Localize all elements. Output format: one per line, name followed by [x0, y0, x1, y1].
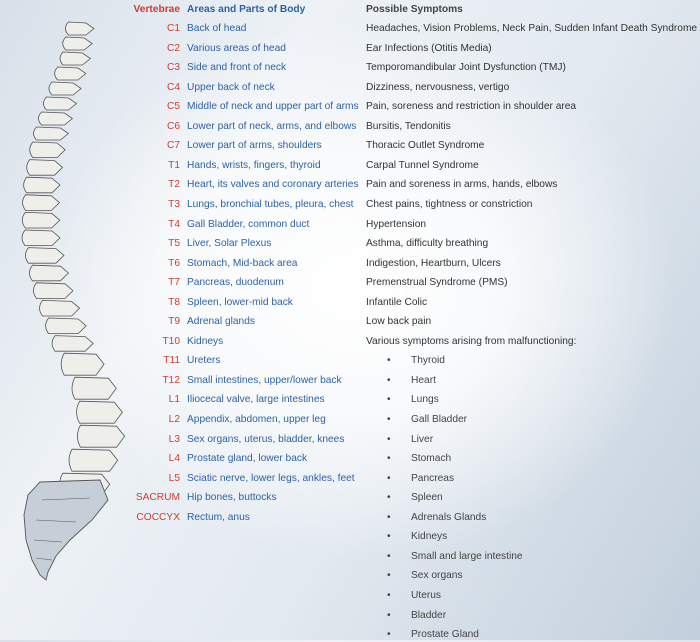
vertebra-label: T8 — [168, 296, 180, 308]
organ-item: Heart — [411, 374, 436, 386]
vertebra-label: T6 — [168, 257, 180, 269]
vertebra-shape — [24, 177, 60, 193]
organ-item: Sex organs — [411, 570, 463, 582]
organ-item: Bladder — [411, 609, 447, 621]
vertebra-label: T10 — [162, 335, 180, 347]
vertebra-label: C2 — [166, 42, 180, 54]
symptom: Thoracic Outlet Syndrome — [366, 140, 485, 152]
vertebra-label: T11 — [163, 355, 180, 367]
vertebra-label: L3 — [168, 433, 180, 445]
vertebra-shape — [34, 127, 69, 140]
bullet-icon: • — [387, 472, 391, 484]
vertebra-label: L5 — [168, 472, 180, 484]
vertebra-label: C6 — [166, 120, 180, 132]
organ-item: Adrenals Glands — [411, 511, 487, 523]
body-area: Spleen, lower-mid back — [187, 296, 293, 308]
vertebra-shape — [63, 37, 92, 50]
bullet-icon: • — [387, 629, 391, 641]
symptom: Pain and soreness in arms, hands, elbows — [366, 179, 558, 191]
body-area: Small intestines, upper/lower back — [187, 374, 342, 386]
symptom: Premenstrual Syndrome (PMS) — [366, 277, 508, 289]
vertebra-label: C5 — [166, 101, 180, 113]
body-area: Pancreas, duodenum — [187, 277, 284, 289]
vertebra-shape — [27, 160, 63, 176]
organ-item: Stomach — [411, 453, 452, 465]
bullet-icon: • — [387, 355, 391, 367]
vertebra-label: T7 — [168, 277, 180, 289]
bullet-icon: • — [387, 511, 391, 523]
vertebra-label: T9 — [168, 316, 180, 328]
symptom: Ear Infections (Otitis Media) — [366, 42, 492, 54]
organ-item: Lungs — [411, 394, 439, 406]
body-area: Appendix, abdomen, upper leg — [187, 414, 326, 425]
organ-item: Thyroid — [411, 355, 445, 367]
body-area: Back of head — [187, 23, 247, 34]
bullet-icon: • — [387, 531, 391, 543]
organ-item: Prostate Gland — [411, 629, 479, 641]
vertebra-shape — [77, 425, 124, 447]
vertebra-shape — [77, 401, 123, 423]
body-area: Liver, Solar Plexus — [187, 238, 272, 250]
vertebra-shape — [33, 283, 73, 299]
vertebra-shape — [40, 300, 80, 316]
sacrum-shape — [24, 480, 108, 580]
vertebra-shape — [55, 67, 86, 80]
body-area: Side and front of neck — [187, 62, 287, 74]
spine-illustration — [0, 0, 130, 640]
bullet-icon: • — [387, 550, 391, 562]
body-area: Lower part of neck, arms, and elbows — [187, 120, 357, 132]
symptom: Dizziness, nervousness, vertigo — [366, 81, 510, 93]
body-area: Hip bones, buttocks — [187, 492, 277, 504]
vertebra-shape — [38, 112, 72, 125]
vertebra-label: T5 — [168, 238, 180, 250]
vertebra-shape — [30, 142, 65, 158]
body-area: Gall Bladder, common duct — [187, 218, 310, 230]
organ-item: Uterus — [411, 590, 442, 601]
symptom: Headaches, Vision Problems, Neck Pain, Sudden Infant Death Syndrome — [366, 23, 698, 34]
vertebra-label: C1 — [166, 23, 180, 34]
vertebra-shape — [43, 97, 76, 110]
vertebra-label: T1 — [168, 159, 180, 171]
vertebra-label: C3 — [166, 62, 180, 74]
body-area: Various areas of head — [187, 42, 286, 54]
vertebra-label: L4 — [168, 453, 180, 465]
vertebra-label: SACRUM — [135, 492, 180, 504]
symptom: Asthma, difficulty breathing — [366, 238, 489, 250]
body-area: Kidneys — [187, 335, 224, 347]
body-area: Sex organs, uterus, bladder, knees — [187, 433, 345, 445]
symptom: Bursitis, Tendonitis — [366, 120, 451, 132]
body-area: Prostate gland, lower back — [187, 453, 308, 465]
symptom: Various symptoms arising from malfunctioning: — [366, 335, 577, 347]
bullet-icon: • — [387, 492, 391, 504]
body-area: Lower part of arms, shoulders — [187, 140, 322, 152]
body-area: Middle of neck and upper part of arms — [187, 101, 359, 113]
organ-item: Small and large intestine — [411, 550, 523, 562]
vertebra-shape — [25, 248, 63, 264]
bullet-icon: • — [387, 433, 391, 445]
organ-item: Gall Bladder — [411, 414, 468, 425]
vertebra-shape — [65, 22, 94, 35]
bullet-icon: • — [387, 394, 391, 406]
symptom: Hypertension — [366, 218, 427, 230]
header-symptoms: Possible Symptoms — [366, 4, 463, 15]
symptom: Temporomandibular Joint Dysfunction (TMJ) — [366, 62, 566, 74]
organ-item: Liver — [411, 433, 434, 445]
vertebra-label: T2 — [168, 179, 180, 191]
vertebra-shape — [22, 212, 59, 228]
vertebra-label: T12 — [162, 374, 180, 386]
vertebra-label: C4 — [166, 81, 180, 93]
vertebra-label: L2 — [168, 414, 180, 425]
organ-item: Spleen — [411, 492, 443, 504]
body-area: Heart, its valves and coronary arteries — [187, 179, 359, 191]
vertebra-shape — [61, 353, 104, 375]
symptom: Low back pain — [366, 316, 432, 328]
header-areas: Areas and Parts of Body — [187, 4, 306, 15]
body-area: Stomach, Mid-back area — [187, 257, 298, 269]
symptom: Indigestion, Heartburn, Ulcers — [366, 257, 501, 269]
organ-item: Kidneys — [411, 531, 448, 543]
bullet-icon: • — [387, 374, 391, 386]
bullet-icon: • — [387, 590, 391, 601]
body-area: Lungs, bronchial tubes, pleura, chest — [187, 199, 354, 210]
symptom: Carpal Tunnel Syndrome — [366, 159, 479, 171]
symptom: Pain, soreness and restriction in shoulder area — [366, 101, 577, 113]
vertebra-shape — [69, 449, 118, 471]
symptom: Infantile Colic — [366, 296, 428, 308]
vertebra-label: COCCYX — [136, 511, 180, 523]
vertebra-shape — [72, 377, 116, 399]
body-area: Sciatic nerve, lower legs, ankles, feet — [187, 472, 355, 484]
bullet-icon: • — [387, 609, 391, 621]
header-vertebrae: Vertebrae — [133, 4, 180, 15]
bullet-icon: • — [387, 453, 391, 465]
body-area: Adrenal glands — [187, 316, 255, 328]
symptom: Chest pains, tightness or constriction — [366, 199, 533, 210]
vertebra-label: T3 — [168, 199, 180, 210]
vertebra-shape — [52, 336, 93, 352]
body-area: Hands, wrists, fingers, thyroid — [187, 159, 321, 171]
organ-item: Pancreas — [411, 472, 455, 484]
body-area: Ureters — [187, 355, 221, 367]
body-area: Rectum, anus — [187, 511, 250, 523]
vertebra-label: C7 — [166, 140, 180, 152]
vertebra-label: L1 — [168, 394, 180, 406]
vertebra-shape — [49, 82, 81, 95]
body-area: Iliocecal valve, large intestines — [187, 394, 325, 406]
vertebra-shape — [60, 52, 90, 65]
vertebra-label: T4 — [168, 218, 180, 230]
vertebra-shape — [22, 230, 60, 246]
vertebra-shape — [23, 195, 60, 211]
body-area: Upper back of neck — [187, 81, 275, 93]
vertebra-shape — [29, 265, 68, 281]
bullet-icon: • — [387, 414, 391, 425]
bullet-icon: • — [387, 570, 391, 582]
vertebra-shape — [46, 318, 87, 334]
